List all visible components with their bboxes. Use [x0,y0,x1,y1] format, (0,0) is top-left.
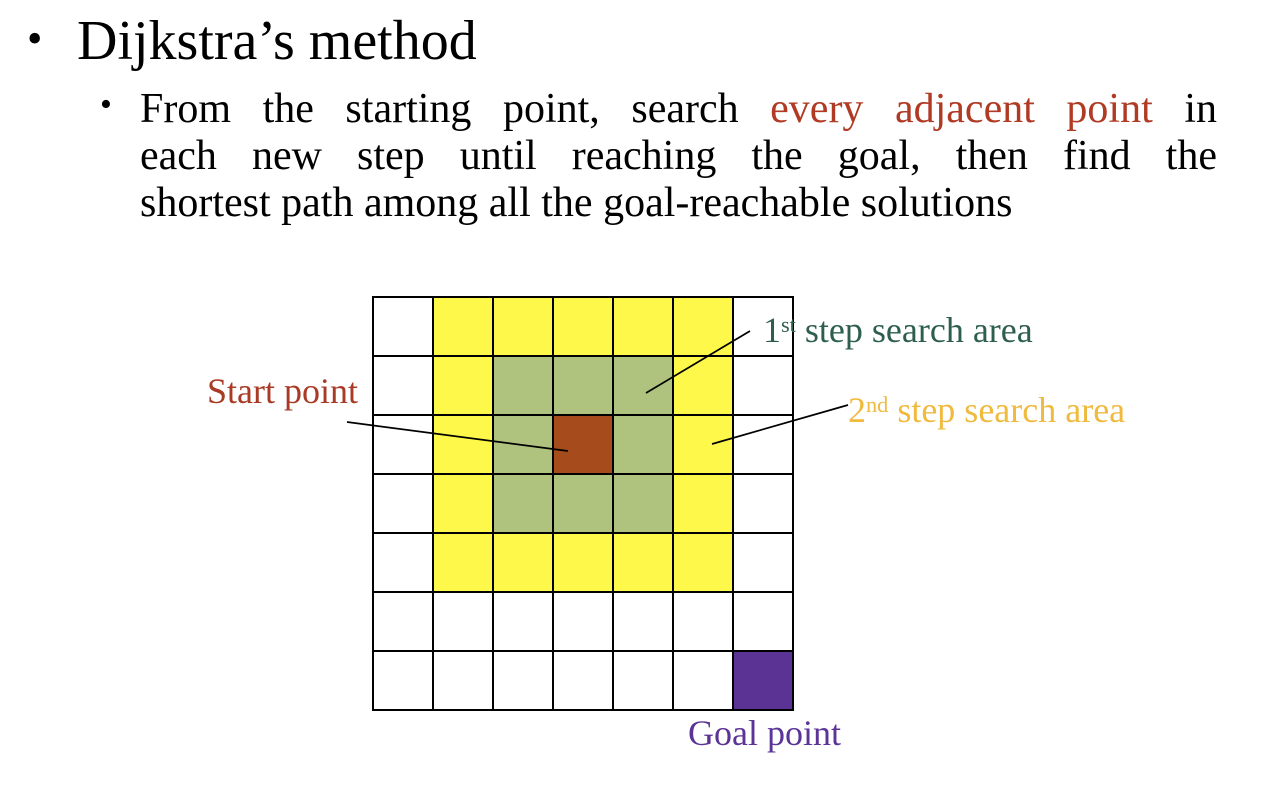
goal-point-cell [734,652,792,709]
second-step-ordinal: 2 [848,390,866,430]
grid-cell [374,475,432,532]
body-line-3: shortest path among all the goal-reachable solutions [140,180,1013,226]
start-point-label: Start point [207,371,358,411]
grid-cell [674,652,732,709]
second-step-cell [614,298,672,355]
second-step-cell [434,416,492,473]
start-point-cell [554,416,612,473]
grid-cell [734,534,792,591]
first-step-cell [554,475,612,532]
second-step-cell [434,475,492,532]
first-step-cell [494,475,552,532]
body-paragraph [140,86,1217,227]
grid-cell [374,357,432,414]
grid-cell [434,652,492,709]
second-step-cell [674,534,732,591]
first-step-label-text: step search area [795,310,1033,350]
second-step-cell [554,298,612,355]
second-step-cell [434,357,492,414]
grid-cell [434,593,492,650]
first-step-cell [614,416,672,473]
title-bullet: • [27,14,43,63]
grid-cell [374,534,432,591]
grid-cell [374,652,432,709]
second-step-label-text: step search area [888,390,1126,430]
second-step-cell [494,534,552,591]
grid-cell [734,357,792,414]
body-line-1-tail: in [1152,86,1218,132]
grid-cell [374,416,432,473]
first-step-cell [494,357,552,414]
second-step-cell [434,534,492,591]
first-step-label [763,311,1033,351]
body-bullet: • [100,86,112,123]
second-step-cell [674,298,732,355]
grid-cell [734,416,792,473]
first-step-ordinal: 1 [763,310,781,350]
second-step-cell [554,534,612,591]
search-grid [372,296,794,711]
first-step-cell [614,475,672,532]
body-line-1-text: From the starting point, search [140,86,771,132]
second-step-cell [494,298,552,355]
second-step-cell [674,475,732,532]
grid-cell [734,593,792,650]
grid-cell [554,593,612,650]
body-line-1 [140,86,1217,133]
second-step-cell [674,357,732,414]
grid-cell [494,652,552,709]
first-step-cell [614,357,672,414]
first-step-ordinal-suffix: st [781,311,796,337]
grid-cell [674,593,732,650]
second-step-cell [674,416,732,473]
grid-cell [374,298,432,355]
second-step-cell [434,298,492,355]
first-step-cell [494,416,552,473]
highlighted-phrase: every adjacent point [770,86,1153,132]
second-step-label [848,391,1125,431]
grid-cell [614,652,672,709]
grid-cell [734,475,792,532]
slide-title: Dijkstra’s method [77,10,477,72]
goal-point-label: Goal point [688,713,841,753]
second-step-cell [614,534,672,591]
grid-cell [614,593,672,650]
first-step-cell [554,357,612,414]
grid-cell [374,593,432,650]
body-line-2: each new step until reaching the goal, then find the [140,133,1217,179]
grid-cell [494,593,552,650]
second-step-ordinal-suffix: nd [866,391,889,417]
grid-cell [554,652,612,709]
